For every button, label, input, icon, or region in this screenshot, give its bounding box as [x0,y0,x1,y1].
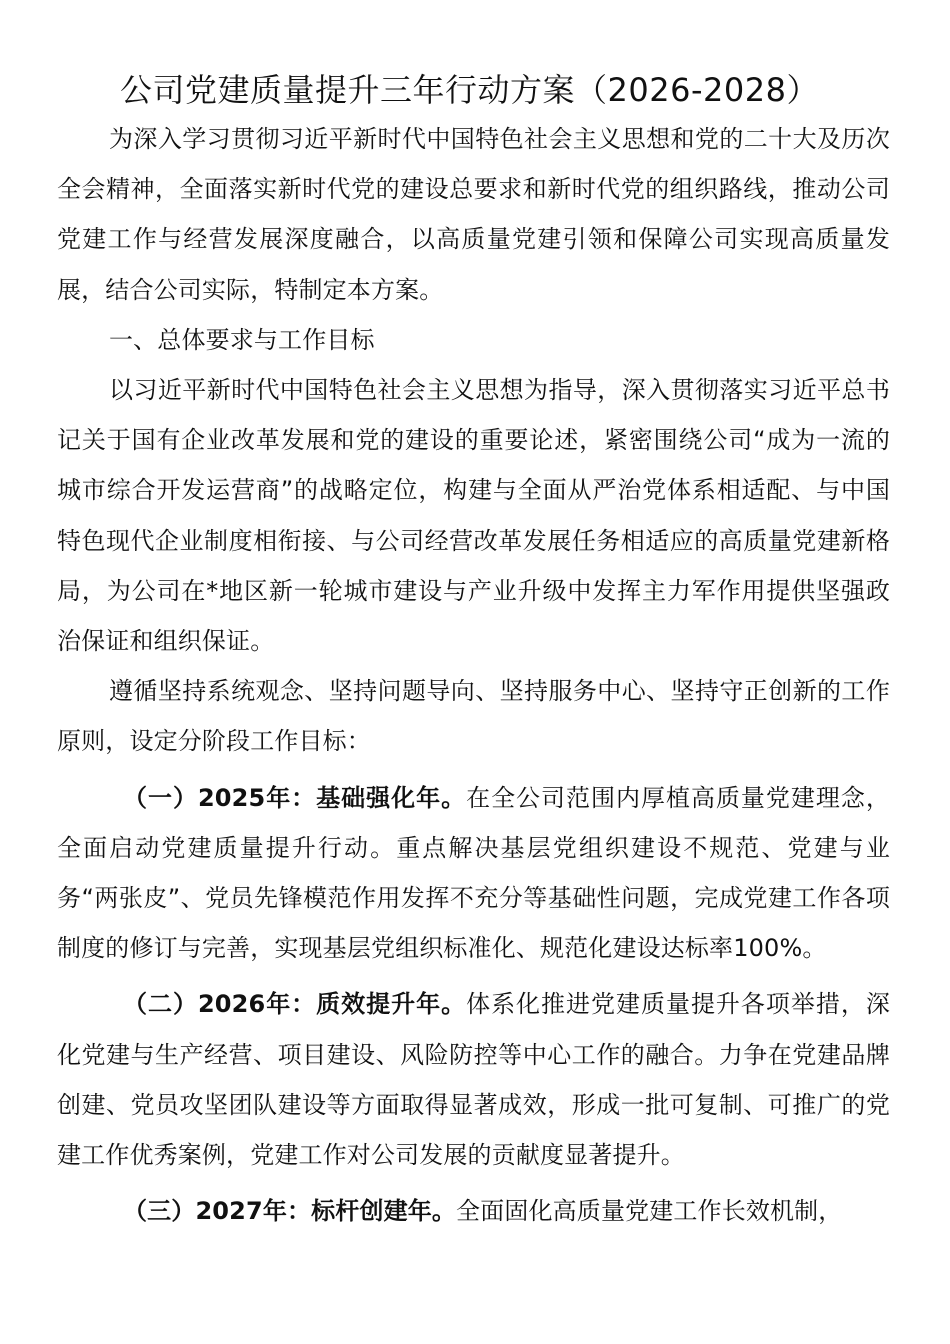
goal-text: 全面固化高质量党建工作长效机制， [456,1197,843,1226]
intro-paragraph: 为深入学习贯彻习近平新时代中国特色社会主义思想和党的二十大及历次全会精神，全面落实新时代党的建设总要求和新时代党的组织路线，推动公司党建工作与经营发展深度融合，以高质量党建引领和保障公司实现高质量发展，结合公司实际，特制定本方案。 [57,125,890,304]
goal-label: （二）2026年：质效提升年。 [123,990,467,1019]
goal-paragraph-2026 [57,973,890,1180]
goal-label: （一）2025年：基础强化年。 [123,783,467,812]
guiding-paragraph: 以习近平新时代中国特色社会主义思想为指导，深入贯彻落实习近平总书记关于国有企业改革发展和党的建设的重要论述，紧密围绕公司“成为一流的城市综合开发运营商”的战略定位，构建与全面从严治党体系相适配、与中国特色现代企业制度相衔接、与公司经营改革发展任务相适应的高质量党建新格局，为公司在*地区新一轮城市建设与产业升级中发挥主力军作用提供坚强政治保证和组织保证。 [57,376,890,656]
principles-paragraph: 遵循坚持系统观念、坚持问题导向、坚持服务中心、坚持守正创新的工作原则，设定分阶段工作目标： [57,677,890,756]
goal-paragraph-2027 [57,1180,890,1236]
goal-label: （三）2027年：标杆创建年。 [123,1197,457,1226]
goal-paragraph-2025 [57,767,890,974]
goal-text: 在全公司范围内厚植高质量党建理念，全面启动党建质量提升行动。重点解决基层党组织建设不规范、党建与业务“两张皮”、党员先锋模范作用发挥不充分等基础性问题，完成党建工作各项制度的修订与完善，实现基层党组织标准化、规范化建设达标率100%。 [57,783,890,963]
goal-text: 体系化推进党建质量提升各项举措，深化党建与生产经营、项目建设、风险防控等中心工作的融合。力争在党建品牌创建、党员攻坚团队建设等方面取得显著成效，形成一批可复制、可推广的党建工作优秀案例，党建工作对公司发展的贡献度显著提升。 [57,990,890,1170]
section-heading: 一、总体要求与工作目标 [109,325,375,354]
document-title: 公司党建质量提升三年行动方案（2026-2028） [120,71,819,109]
